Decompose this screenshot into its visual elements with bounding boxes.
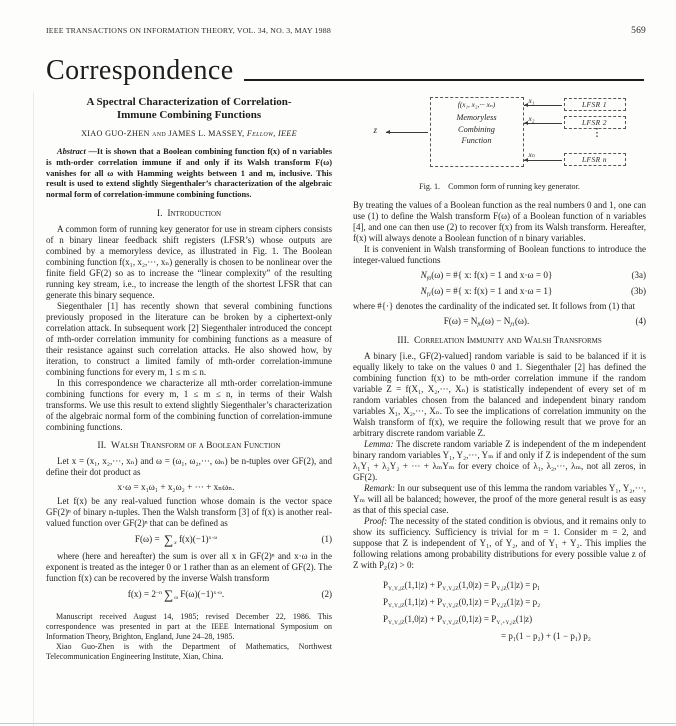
wire-label-x2: x₂ (528, 114, 535, 123)
equation-body: $f(x) = 2^{-n}$ $\sum_\omega$ $F(\omega)(-1)^{x\cdot\omega}$. (127, 587, 225, 602)
paragraph: Let x = (x₁, x₂,···, xₙ) and ω = (ω₁, ω₂,···, ωₙ) be n-tuples over GF(2), and define their dot product as (46, 455, 332, 477)
probability-equation-3: $P_{Y_1Y_2|Z}(1,0|z) + P_{Y_1Y_2|Z}(0,1|z) = P_{Y_1+Y_2|Z}(1|z)$ (383, 613, 533, 626)
equation-number: (4) (635, 315, 646, 326)
lfsr-box-1: LFSR 1 (564, 98, 626, 111)
equation-4 (353, 316, 646, 328)
equation-body: $N_{f0}(\omega)$ = #{ x: f(x) = 1 and x·ω = 0} (420, 270, 553, 282)
probability-equation-2: $P_{Y_1Y_2|Z}(1,1|z) + P_{Y_1Y_2|Z}(0,1|z) = P_{Y_2|Z}(1|z) = p_2$ (383, 596, 541, 609)
arrowhead-left-icon (524, 121, 528, 125)
paragraph: In this correspondence we characterize all mth-order correlation-immune combining functions for every m, 1 ≤ m ≤ n, in terms of their Walsh transforms. We use this result to extend slightly Siegenthaler’s characterization of the algebraic normal form of the combining function of correlation-immune combining functions. (46, 377, 332, 432)
article-title: A Spectral Characterization of Correlation-Immune Combining Functions (86, 96, 292, 121)
right-column (353, 94, 646, 662)
arrowhead-left-icon (524, 103, 528, 107)
footnote-affiliation: Xiao Guo-Zhen is with the Department of Mathematics, Northwest Telecommunication Engineering Institute, Xian, China. (46, 641, 332, 661)
article-authors: XIAO GUO-ZHEN and JAMES L. MASSEY, Fellow, IEEE (81, 129, 297, 138)
wire-label-xn: xₙ (528, 150, 535, 159)
masthead-rule (244, 79, 644, 81)
box-line: Combining (458, 124, 495, 134)
arrowhead-left-icon (524, 158, 528, 162)
footnote-received: Manuscript received August 14, 1985; revised December 22, 1986. This correspondence was presented in part at the IEEE International Symposium on Information Theory, Brighton, England, June 24–28, 1985. (46, 611, 332, 641)
equation-3b (353, 286, 646, 298)
lfsr-box-n: LFSR n (564, 153, 626, 166)
section-heading-walsh-transform: II. Walsh Transform of a Boolean Function (97, 439, 281, 451)
masthead (46, 50, 646, 86)
probability-equation-1: $P_{Y_1Y_2|Z}(1,1|z) + P_{Y_1Y_2|Z}(1,0|z) = P_{Y_1|Z}(1|z) = p_1$ (383, 579, 541, 592)
combining-function-box (430, 97, 524, 167)
lemma-paragraph: Lemma: The discrete random variable Z is independent of the m independent binary random variables Y₁, Y₂,···, Yₘ if and only if Z is independent of the sum λ₁Y₁ + λ₂Y₂ + ··· + λₘYₘ for every choice of λ₁, λ₂,···, λₘ, not all zeros, in GF(2). (353, 438, 646, 482)
equation-body: $F(\omega) = N_{f0}(\omega) - N_{f1}(\omega)$. (443, 315, 530, 328)
journal-line: IEEE TRANSACTIONS ON INFORMATION THEORY, VOL. 34, NO. 3, MAY 1988 (46, 26, 331, 35)
paragraph: Siegenthaler [1] has recently shown that several combining functions previously proposed in the literature can be broken by a ciphertext-only correlation attack. In subsequent work [2] Siegenthaler introduced the concept of mth-order correlation immunity for combining functions as a measure of their resistance against such correlation attacks. He also showed how, by iteration, to construct a limited family of mth-order correlation-immune combining functions for every m, 1 ≤ m ≤ n. (46, 300, 332, 377)
equation-dot-product (46, 482, 332, 493)
equation-number: (2) (321, 589, 332, 600)
section-heading-correlation-immunity: III. Correlation Immunity and Walsh Transforms (397, 334, 602, 346)
paragraph: By treating the values of a Boolean function as the real numbers 0 and 1, one can use (1) to define the Walsh transform F(ω) of a Boolean function of n variables [4], and one can then use (2) to recover f(x) from its Walsh transform. Hereafter, f(x) will always denote a Boolean function of n binary variables. (353, 200, 646, 243)
input-wire-1 (524, 105, 562, 106)
paragraph: where (here and hereafter) the sum is over all x in GF(2)ⁿ and x·ω in the exponent is treated as the integer 0 or 1 rather than as an element of GF(2). The function f(x) can be recovered by the inverse Walsh transform (46, 550, 332, 583)
equation-3a (353, 270, 646, 282)
paragraph: A common form of running key generator for use in stream ciphers consists of n binary linear feedback shift registers (LFSR’s) whose outputs are combined by a memoryless device, as illustrated in Fig. 1. The Boolean combining function f(x₁, x₂,···, xₙ) generally is chosen to be nonlinear over the finite field GF(2) so as to increase the “linear complexity” of the resulting running key stream, i.e., to increase the length of the shortest LFSR that can generate this binary sequence. (46, 223, 332, 300)
figure-1 (353, 96, 646, 191)
box-line: Memoryless (456, 113, 497, 122)
combining-function-label: f(x₁, x₂,··· xₙ) (457, 100, 496, 109)
output-z-label: z (373, 125, 378, 135)
section-heading-introduction: I. Introduction (156, 207, 222, 219)
input-wire-2 (524, 123, 562, 124)
wire-label-x1: x₁ (528, 96, 535, 105)
equation-number: (1) (321, 534, 332, 545)
equation-body: $F(\omega) = \sum_x$ $f(x)(-1)^{x\cdot\omega}$ (134, 532, 218, 547)
figure-1-diagram (366, 96, 634, 176)
running-head (46, 26, 646, 36)
paragraph: where #{·} denotes the cardinality of the indicated set. It follows from (1) that (353, 300, 636, 311)
equation-number: (3b) (631, 285, 646, 296)
scan-gutter-line (33, 92, 34, 726)
paragraph: Let f(x) be any real-valued function whose domain is the vector space GF(2)ⁿ of binary n-tuples. Then the Walsh transform [3] of f(x) is another real-valued function over GF(2)ⁿ that can be defined as (46, 495, 332, 528)
input-wire-n (524, 160, 562, 161)
equation-body: $N_{f1}(\omega)$ = #{ x: f(x) = 1 and x·ω = 1} (420, 285, 553, 298)
equation-2 (46, 588, 332, 603)
footnote-block (46, 612, 332, 662)
two-column-body (46, 94, 646, 662)
equation-1 (46, 533, 332, 548)
equation-number: (3a) (631, 270, 646, 280)
figure-1-caption: Fig. 1. Common form of running key generator. (419, 182, 580, 191)
equation-body: x·ω = x₁ω₁ + x₂ω₂ + ··· + xₙωₙ. (117, 481, 235, 492)
proof-paragraph: Proof: The necessity of the stated condition is obvious, and it remains only to show its sufficiency. Sufficiency is trivial for m = 1. Consider m = 2, and suppose that Z is independent of Y₁, of Y₂, and of Y₁ + Y₂. This implies the following relations among probability distributions for every possible value z of Z with $P_Z(z) > 0$: (353, 515, 646, 572)
paragraph: It is convenient in Walsh transforming of Boolean functions to introduce the integer-valued functions (353, 244, 646, 265)
remark-paragraph: Remark: In our subsequent use of this lemma the random variables Y₁, Y₂,···, Yₘ will all be balanced; however, the proof of the more general result is as easy as that of this special case. (353, 482, 646, 515)
masthead-title: Correspondence (46, 55, 234, 86)
probability-equation-3-continued: = p₁(1 − p₂) + (1 − p₁) p₂ (501, 630, 591, 641)
page-number: 569 (631, 26, 646, 36)
left-column (46, 94, 332, 662)
paragraph: A binary [i.e., GF(2)-valued] random variable is said to be balanced if it is equally likely to take on the values 0 and 1. Siegenthaler [2] has defined the combining function f(x) to be mth-order correlation immune if the random variable Z = f(X₁, X₂,···, Xₙ) is statistically independent of every set of m random variables chosen from the balanced and independent binary random variables X₁, X₂,···, Xₙ. To see the implications of correlation immunity on the Walsh transform of f(x), we require the following result that we prove for an arbitrary discrete random variable Z. (353, 350, 646, 438)
arrowhead-left-icon (386, 130, 390, 134)
article-abstract: Abstract —It is shown that a Boolean combining function f(x) of n variables is mth-order correlation immune if and only if its Walsh transform F(ω) vanishes for all ω with Hamming weights between 1 and m, inclusive. This result is used to extend slightly Siegenthaler’s characterization of the algebraic normal form of correlation-immune combining functions. (46, 147, 332, 200)
output-wire (386, 132, 428, 133)
box-line: Function (461, 136, 492, 145)
scan-bottom-line (0, 723, 676, 724)
lfsr-box-2: LFSR 2 (564, 116, 626, 129)
vertical-ellipsis: ⋮ (591, 127, 603, 139)
memoryless-combining-function-label (431, 112, 523, 147)
